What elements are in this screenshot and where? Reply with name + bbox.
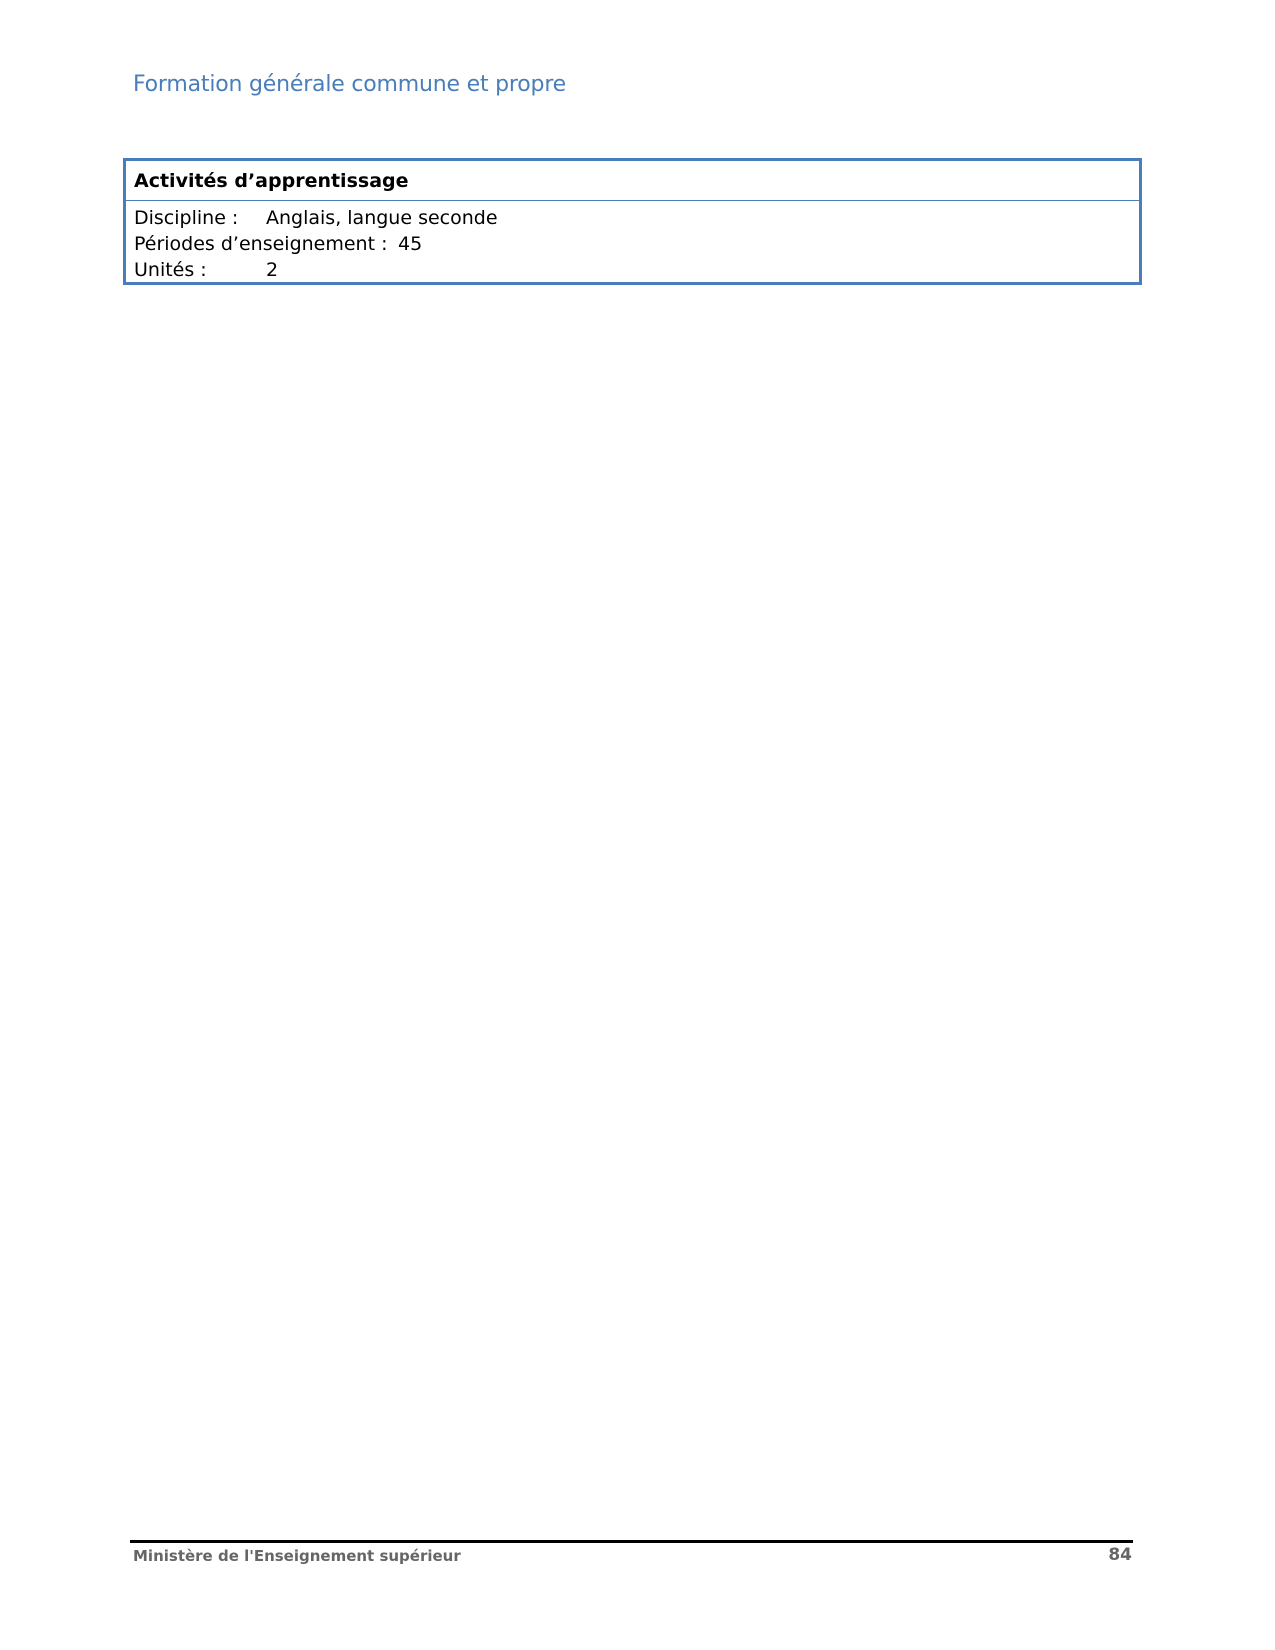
- discipline-row: [134, 205, 1139, 231]
- footer-divider: [130, 1540, 1133, 1543]
- discipline-value: Anglais, langue seconde: [266, 207, 498, 229]
- discipline-label: Discipline :: [134, 207, 239, 229]
- periodes-value: 45: [398, 233, 423, 255]
- unites-value: 2: [266, 259, 279, 281]
- unites-label: Unités :: [134, 259, 207, 281]
- page-number: 84: [1108, 1545, 1132, 1565]
- periodes-row: [134, 231, 1139, 257]
- activities-box-body: [126, 201, 1139, 283]
- activities-box-title: Activités d’apprentissage: [126, 161, 1139, 201]
- periodes-label: Périodes d’enseignement :: [134, 233, 388, 255]
- section-heading: Formation générale commune et propre: [133, 72, 567, 97]
- unites-row: [134, 257, 1139, 283]
- activities-box: [123, 158, 1142, 285]
- footer-ministry: Ministère de l'Enseignement supérieur: [133, 1547, 461, 1565]
